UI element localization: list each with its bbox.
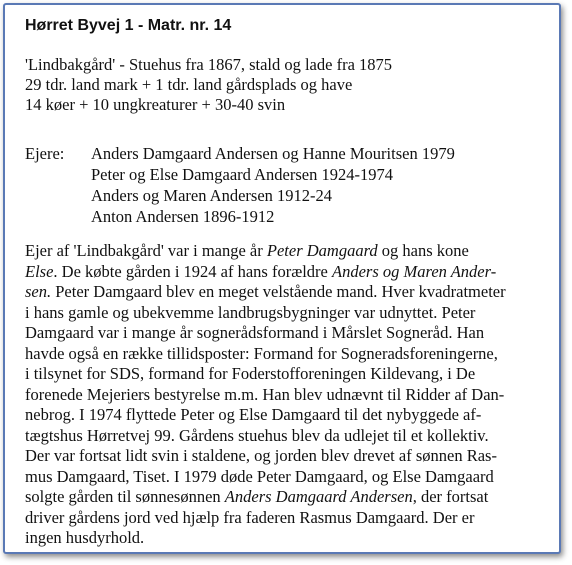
owner-entry: Anders og Maren Andersen 1912-24 <box>91 186 333 205</box>
text-line: i tilsynet for SDS, formand for Foderstofforeningen Kildevang, i De <box>25 364 476 383</box>
text-run-italic: Anders og Maren Ander- <box>332 261 497 281</box>
text-run-italic: Else <box>25 261 54 281</box>
text-run: og hans kone <box>377 241 469 260</box>
text-line <box>25 487 545 508</box>
text-line: tægtshus Hørretvej 99. Gårdens stuehus blev da udlejet til et kollektiv. <box>25 425 489 445</box>
text-line: mus Damgaard, Tiset. I 1979 døde Peter Damgaard, og Else Damgaard <box>25 466 494 486</box>
text-run: . De købte gården i 1924 af hans forældre <box>53 261 333 281</box>
owner-entry: Anton Andersen 1896-1912 <box>91 207 275 226</box>
info-line: 'Lindbakgård' - Stuehus fra 1867, stald og lade fra 1875 <box>25 55 393 74</box>
text-run-italic: sen. <box>25 282 52 301</box>
text-line: Der var fortsat lidt svin i staldene, og jorden blev drevet af sønnen Ras- <box>25 446 497 465</box>
text-line: havde også en række tillidsposter: Formand for Sogneradsforeningerne, <box>25 343 498 363</box>
owner-entry: Anders Damgaard Andersen og Hanne Mouritsen 1979 <box>91 144 455 163</box>
text-line: driver gårdens jord ved hjælp fra faderen Rasmus Damgaard. Der er <box>25 507 475 527</box>
document-frame <box>3 3 561 554</box>
text-run-italic: Anders Damgaard Andersen <box>224 487 413 506</box>
text-run: Peter Damgaard blev en meget velstående mand. Hver kvadratmeter <box>51 282 506 301</box>
text-line <box>25 262 545 283</box>
text-line: nebrog. I 1974 flyttede Peter og Else Damgaard til det nybyggede af- <box>25 405 482 424</box>
text-run: , der fortsat <box>412 487 489 506</box>
owners-list <box>91 143 455 227</box>
text-line: ingen husdyrhold. <box>25 528 145 547</box>
owners-label: Ejere: <box>25 144 65 163</box>
text-line: forenede Mejeriers bestyrelse m.m. Han blev udnævnt til Ridder af Dan- <box>25 384 505 404</box>
page-title: Hørret Byvej 1 - Matr. nr. 14 <box>25 17 232 34</box>
text-line <box>25 241 545 262</box>
text-run: solgte gården til sønnesønnen <box>25 487 225 506</box>
property-info <box>25 55 392 115</box>
info-line: 29 tdr. land mark + 1 tdr. land gårdsplads og have <box>25 75 353 94</box>
text-line: Damgaard var i mange år sognerådsformand i Mårslet Sogneråd. Han <box>25 323 485 342</box>
text-run-italic: Peter Damgaard <box>266 241 378 260</box>
owner-entry: Peter og Else Damgaard Andersen 1924-1974 <box>91 165 393 184</box>
text-line <box>25 282 545 303</box>
info-line: 14 køer + 10 ungkreaturer + 30-40 svin <box>25 95 286 114</box>
history-text <box>25 241 545 549</box>
text-run: Ejer af 'Lindbakgård' var i mange år <box>25 241 267 260</box>
text-line: i hans gamle og ubekvemme landbrugsbygninger var udnyttet. Peter <box>25 302 476 322</box>
